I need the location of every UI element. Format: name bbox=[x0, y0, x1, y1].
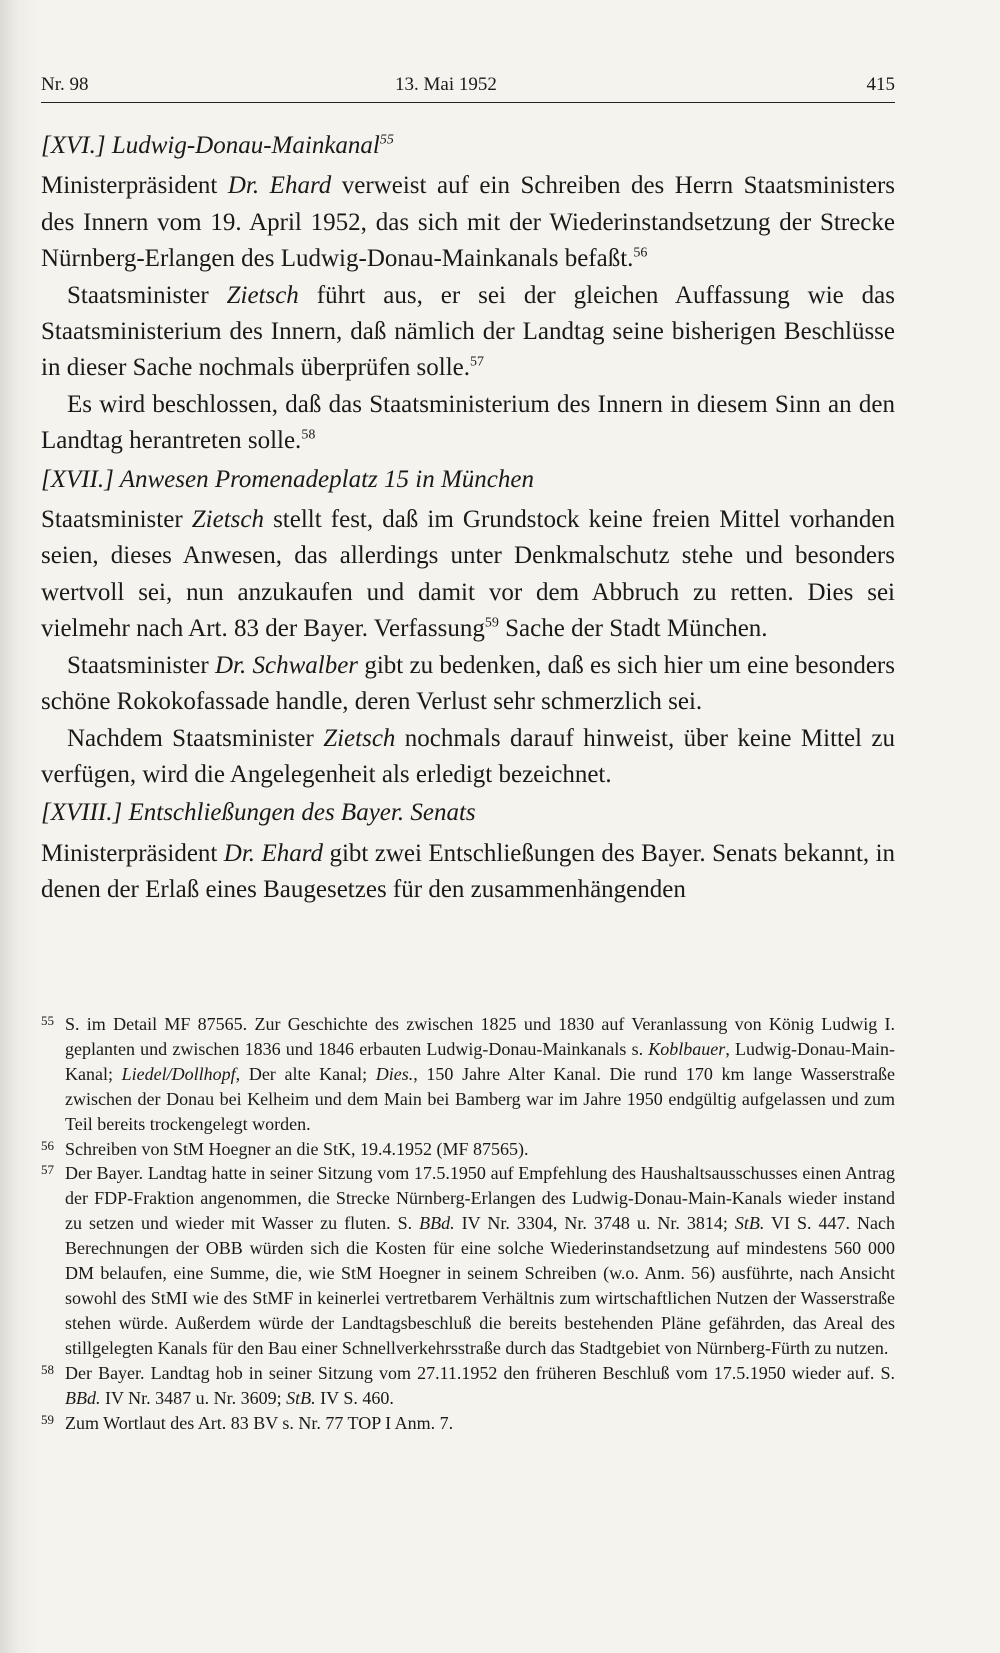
text-run: Der Bayer. Landtag hob in seiner Sitzung vom 27.11.1952 den früheren Beschluß vom 17.5.1950 wieder auf. S. bbox=[65, 1362, 895, 1383]
author-name: Liedel/Dollhopf bbox=[121, 1063, 236, 1084]
text-run: VI S. 447. Nach Berechnungen der OBB würden sich die Kosten für eine solche Wiederinstandsetzung auf mindestens 560 000 DM belaufen, eine Summe, die, wie StM Hoegner in seinem Schreiben (w.o. Anm. 56) ausführte, nach Ansicht sowohl des StMI wie des StMF in keinerlei vertretbarem Verhältnis zum wirtschaftlichen Nutzen der Wasserstraße stehen würde. Außerdem würde der Landtagsbeschluß die bereits bestehenden Pläne gefährden, das Areal des stillgelegten Kanals für den Bau einer Schnellverkehrsstraße durch das Stadtgebiet von Nürnberg-Fürth zu nutzen. bbox=[65, 1213, 896, 1358]
paragraph bbox=[41, 836, 895, 909]
text-run: gibt zu bedenken, daß es sich hier um eine besonders schöne Rokokofassade handle, deren Verlust sehr schmerzlich sei. bbox=[41, 651, 895, 716]
section-number: [XVI.] bbox=[41, 132, 106, 159]
footnote-number: 58 bbox=[41, 1361, 54, 1377]
text-run: , Der alte Kanal; bbox=[235, 1063, 376, 1084]
text-run: Sache der Stadt München. bbox=[498, 615, 768, 643]
section-heading-xvi bbox=[41, 128, 895, 164]
footnote-58 bbox=[41, 1361, 895, 1411]
footnote-ref[interactable]: 58 bbox=[301, 427, 316, 443]
source-abbrev: StB. bbox=[734, 1213, 765, 1234]
text-run: IV Nr. 3304, Nr. 3748 u. Nr. 3814; bbox=[454, 1213, 735, 1234]
title-abbrev: Dr. bbox=[227, 172, 260, 200]
text-run: führt aus, er sei der gleichen Auffassung wie das Staatsministerium des Innern, daß nämlich der Landtag seine bisherigen Beschlüsse in dieser Sache nochmals überprüfen solle. bbox=[41, 281, 895, 382]
paragraph bbox=[41, 168, 895, 277]
text-run: , Ludwig-Donau-Main-Kanal; bbox=[65, 1038, 895, 1084]
footnote-56 bbox=[41, 1137, 895, 1162]
source-abbrev: BBd. bbox=[65, 1387, 101, 1408]
text-run: Nachdem Staatsminister bbox=[67, 724, 324, 752]
footnote-ref[interactable]: 56 bbox=[633, 245, 648, 261]
person-name: Ehard bbox=[269, 172, 332, 200]
person-name: Schwalber bbox=[252, 651, 359, 679]
footnote-ref[interactable]: 57 bbox=[470, 355, 485, 371]
text-run: Ministerpräsident bbox=[41, 172, 228, 200]
footnote-number: 56 bbox=[41, 1137, 54, 1153]
person-name: Zietsch bbox=[226, 281, 299, 309]
footnote-55 bbox=[41, 1012, 895, 1137]
running-header bbox=[41, 70, 895, 103]
person-name: Ehard bbox=[261, 839, 324, 867]
section-title: Entschließungen des Bayer. Senats bbox=[128, 799, 476, 827]
text-run: , 150 Jahre Alter Kanal. Die rund 170 km lange Wasserstraße zwischen der Donau bei Kelheim und dem Main bei Bamberg war im Jahre 1950 endgültig aufgelassen und zum Teil bereits trockengelegt worden. bbox=[65, 1063, 895, 1134]
text-run: S. im Detail MF 87565. Zur Geschichte des zwischen 1825 und 1830 auf Veranlassung von König Ludwig I. geplanten und zwischen 1836 und 1846 erbauten Ludwig-Donau-Mainkanals s. bbox=[65, 1014, 895, 1059]
footnote-59 bbox=[41, 1411, 895, 1436]
document-number: Nr. 98 bbox=[41, 74, 89, 95]
paragraph bbox=[41, 502, 895, 648]
text-run: Zum Wortlaut des Art. 83 BV s. Nr. 77 TOP I Anm. 7. bbox=[65, 1412, 454, 1433]
text-run: Der Bayer. Landtag hatte in seiner Sitzung vom 17.5.1950 auf Empfehlung des Haushaltsausschusses einen Antrag der FDP-Fraktion angenommen, die Strecke Nürnberg-Erlangen des Ludwig-Donau-Main-Kanals wieder instand zu setzen und wieder mit Wasser zu fluten. S. bbox=[65, 1163, 895, 1234]
footnote-number: 55 bbox=[41, 1013, 54, 1028]
paragraph bbox=[41, 648, 895, 721]
footnote-ref[interactable]: 55 bbox=[379, 132, 394, 148]
text-run: Ministerpräsident bbox=[41, 839, 224, 867]
section-heading-xviii bbox=[41, 795, 895, 831]
footnote-57 bbox=[41, 1161, 895, 1360]
paragraph bbox=[41, 278, 895, 387]
text-run: Staatsminister bbox=[67, 651, 215, 679]
title-abbrev: Dr. bbox=[223, 839, 256, 867]
text-run: IV Nr. 3487 u. Nr. 3609; bbox=[100, 1387, 287, 1408]
text-run: Staatsminister bbox=[67, 281, 227, 309]
text-run: gibt zwei Entschließungen des Bayer. Senats bekannt, in denen der Erlaß eines Baugesetzes für den zusammenhängenden bbox=[41, 839, 896, 904]
author-name: Koblbauer bbox=[648, 1038, 726, 1059]
text-run: IV S. 460. bbox=[315, 1387, 394, 1408]
main-text bbox=[41, 128, 895, 909]
title-abbrev: Dr. bbox=[214, 651, 247, 679]
text-run: verweist auf ein Schreiben des Herrn Staatsministers des Innern vom 19. April 1952, das sich mit der Wiederinstandsetzung der Strecke Nürnberg-Erlangen des Ludwig-Donau-Mainkanals befaßt. bbox=[41, 172, 896, 273]
person-name: Zietsch bbox=[191, 506, 264, 534]
footnote-number: 59 bbox=[41, 1411, 54, 1427]
source-abbrev: StB. bbox=[286, 1387, 316, 1408]
text-run: Schreiben von StM Hoegner an die StK, 19.4.1952 (MF 87565). bbox=[65, 1138, 529, 1159]
section-heading-xvii bbox=[41, 462, 895, 498]
section-number: [XVII.] bbox=[41, 465, 114, 493]
section-title: Anwesen Promenadeplatz 15 in München bbox=[119, 465, 534, 493]
footnotes bbox=[41, 1012, 895, 1435]
paragraph bbox=[41, 387, 895, 460]
page-number: 415 bbox=[866, 74, 895, 95]
text-run: stellt fest, daß im Grundstock keine freien Mittel vorhanden seien, dieses Anwesen, das allerdings unter Denkmalschutz stehe und besonders wertvoll sei, nun anzukaufen und damit vor dem Abbruch zu retten. Dies sei vielmehr nach Art. 83 der Bayer. Verfassung bbox=[41, 506, 895, 643]
source-abbrev: BBd. bbox=[419, 1213, 455, 1234]
text-run: Es wird beschlossen, daß das Staatsministerium des Innern in diesem Sinn an den Landtag herantreten solle. bbox=[41, 390, 895, 455]
section-number: [XVIII.] bbox=[41, 799, 123, 827]
text-run: Staatsminister bbox=[41, 506, 192, 534]
paragraph bbox=[41, 721, 895, 794]
footnote-number: 57 bbox=[41, 1162, 54, 1178]
header-date: 13. Mai 1952 bbox=[395, 74, 497, 95]
person-name: Zietsch bbox=[323, 724, 396, 752]
footnote-ref[interactable]: 59 bbox=[484, 615, 499, 631]
author-name: Dies. bbox=[375, 1063, 414, 1084]
section-title: Ludwig-Donau-Mainkanal bbox=[111, 132, 380, 159]
text-run: nochmals darauf hinweist, über keine Mittel zu verfügen, wird die Angelegenheit als erledigt bezeichnet. bbox=[41, 724, 895, 788]
